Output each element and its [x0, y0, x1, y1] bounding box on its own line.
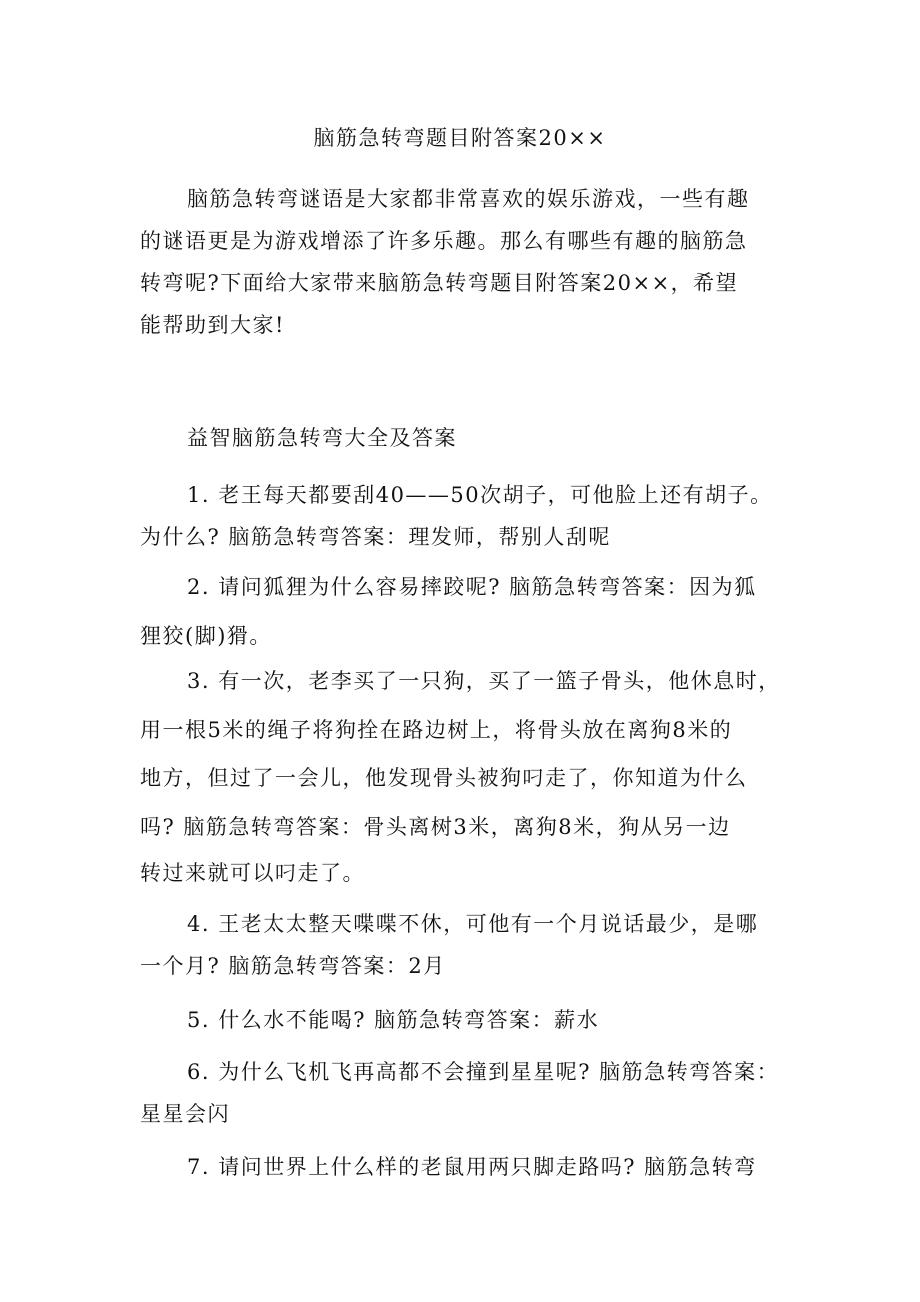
text-line: 1. 老王每天都要刮40——50次胡子，可他脸上还有胡子。 — [187, 483, 773, 507]
text-line: 一个月? 脑筋急转弯答案：2月 — [140, 954, 446, 978]
text-line: 脑筋急转弯谜语是大家都非常喜欢的娱乐游戏，一些有趣 — [187, 187, 750, 211]
text-line: 2. 请问狐狸为什么容易摔跤呢? 脑筋急转弯答案：因为狐 — [187, 575, 757, 599]
text-line: 用一根5米的绳子将狗拴在路边树上，将骨头放在离狗8米的 — [140, 718, 733, 742]
text-line: 7. 请问世界上什么样的老鼠用两只脚走路吗? 脑筋急转弯 — [187, 1155, 757, 1179]
text-line: 星星会闪 — [140, 1102, 230, 1126]
text-line: 为什么? 脑筋急转弯答案：理发师，帮别人刮呢 — [140, 525, 611, 549]
text-line: 的谜语更是为游戏增添了许多乐趣。那么有哪些有趣的脑筋急 — [140, 229, 748, 253]
text-line: 3. 有一次，老李买了一只狗，买了一篮子骨头，他休息时， — [187, 669, 781, 693]
text-line: 6. 为什么飞机飞再高都不会撞到星星呢? 脑筋急转弯答案： — [187, 1060, 780, 1084]
text-line: 地方，但过了一会儿，他发现骨头被狗叼走了，你知道为什么 — [140, 766, 748, 790]
text-line: 吗? 脑筋急转弯答案：骨头离树3米，离狗8米，狗从另一边 — [140, 815, 731, 839]
section-heading: 益智脑筋急转弯大全及答案 — [187, 426, 457, 450]
text-line: 5. 什么水不能喝? 脑筋急转弯答案：薪水 — [187, 1008, 600, 1032]
text-line: 4. 王老太太整天喋喋不休，可他有一个月说话最少，是哪 — [187, 912, 759, 936]
text-line: 转弯呢?下面给大家带来脑筋急转弯题目附答案20××，希望 — [140, 271, 739, 295]
document-title: 脑筋急转弯题目附答案20×× — [313, 126, 607, 150]
text-line: 能帮助到大家! — [140, 313, 285, 337]
text-line: 狸狡(脚)猾。 — [140, 624, 272, 648]
text-line: 转过来就可以叼走了。 — [140, 861, 365, 885]
